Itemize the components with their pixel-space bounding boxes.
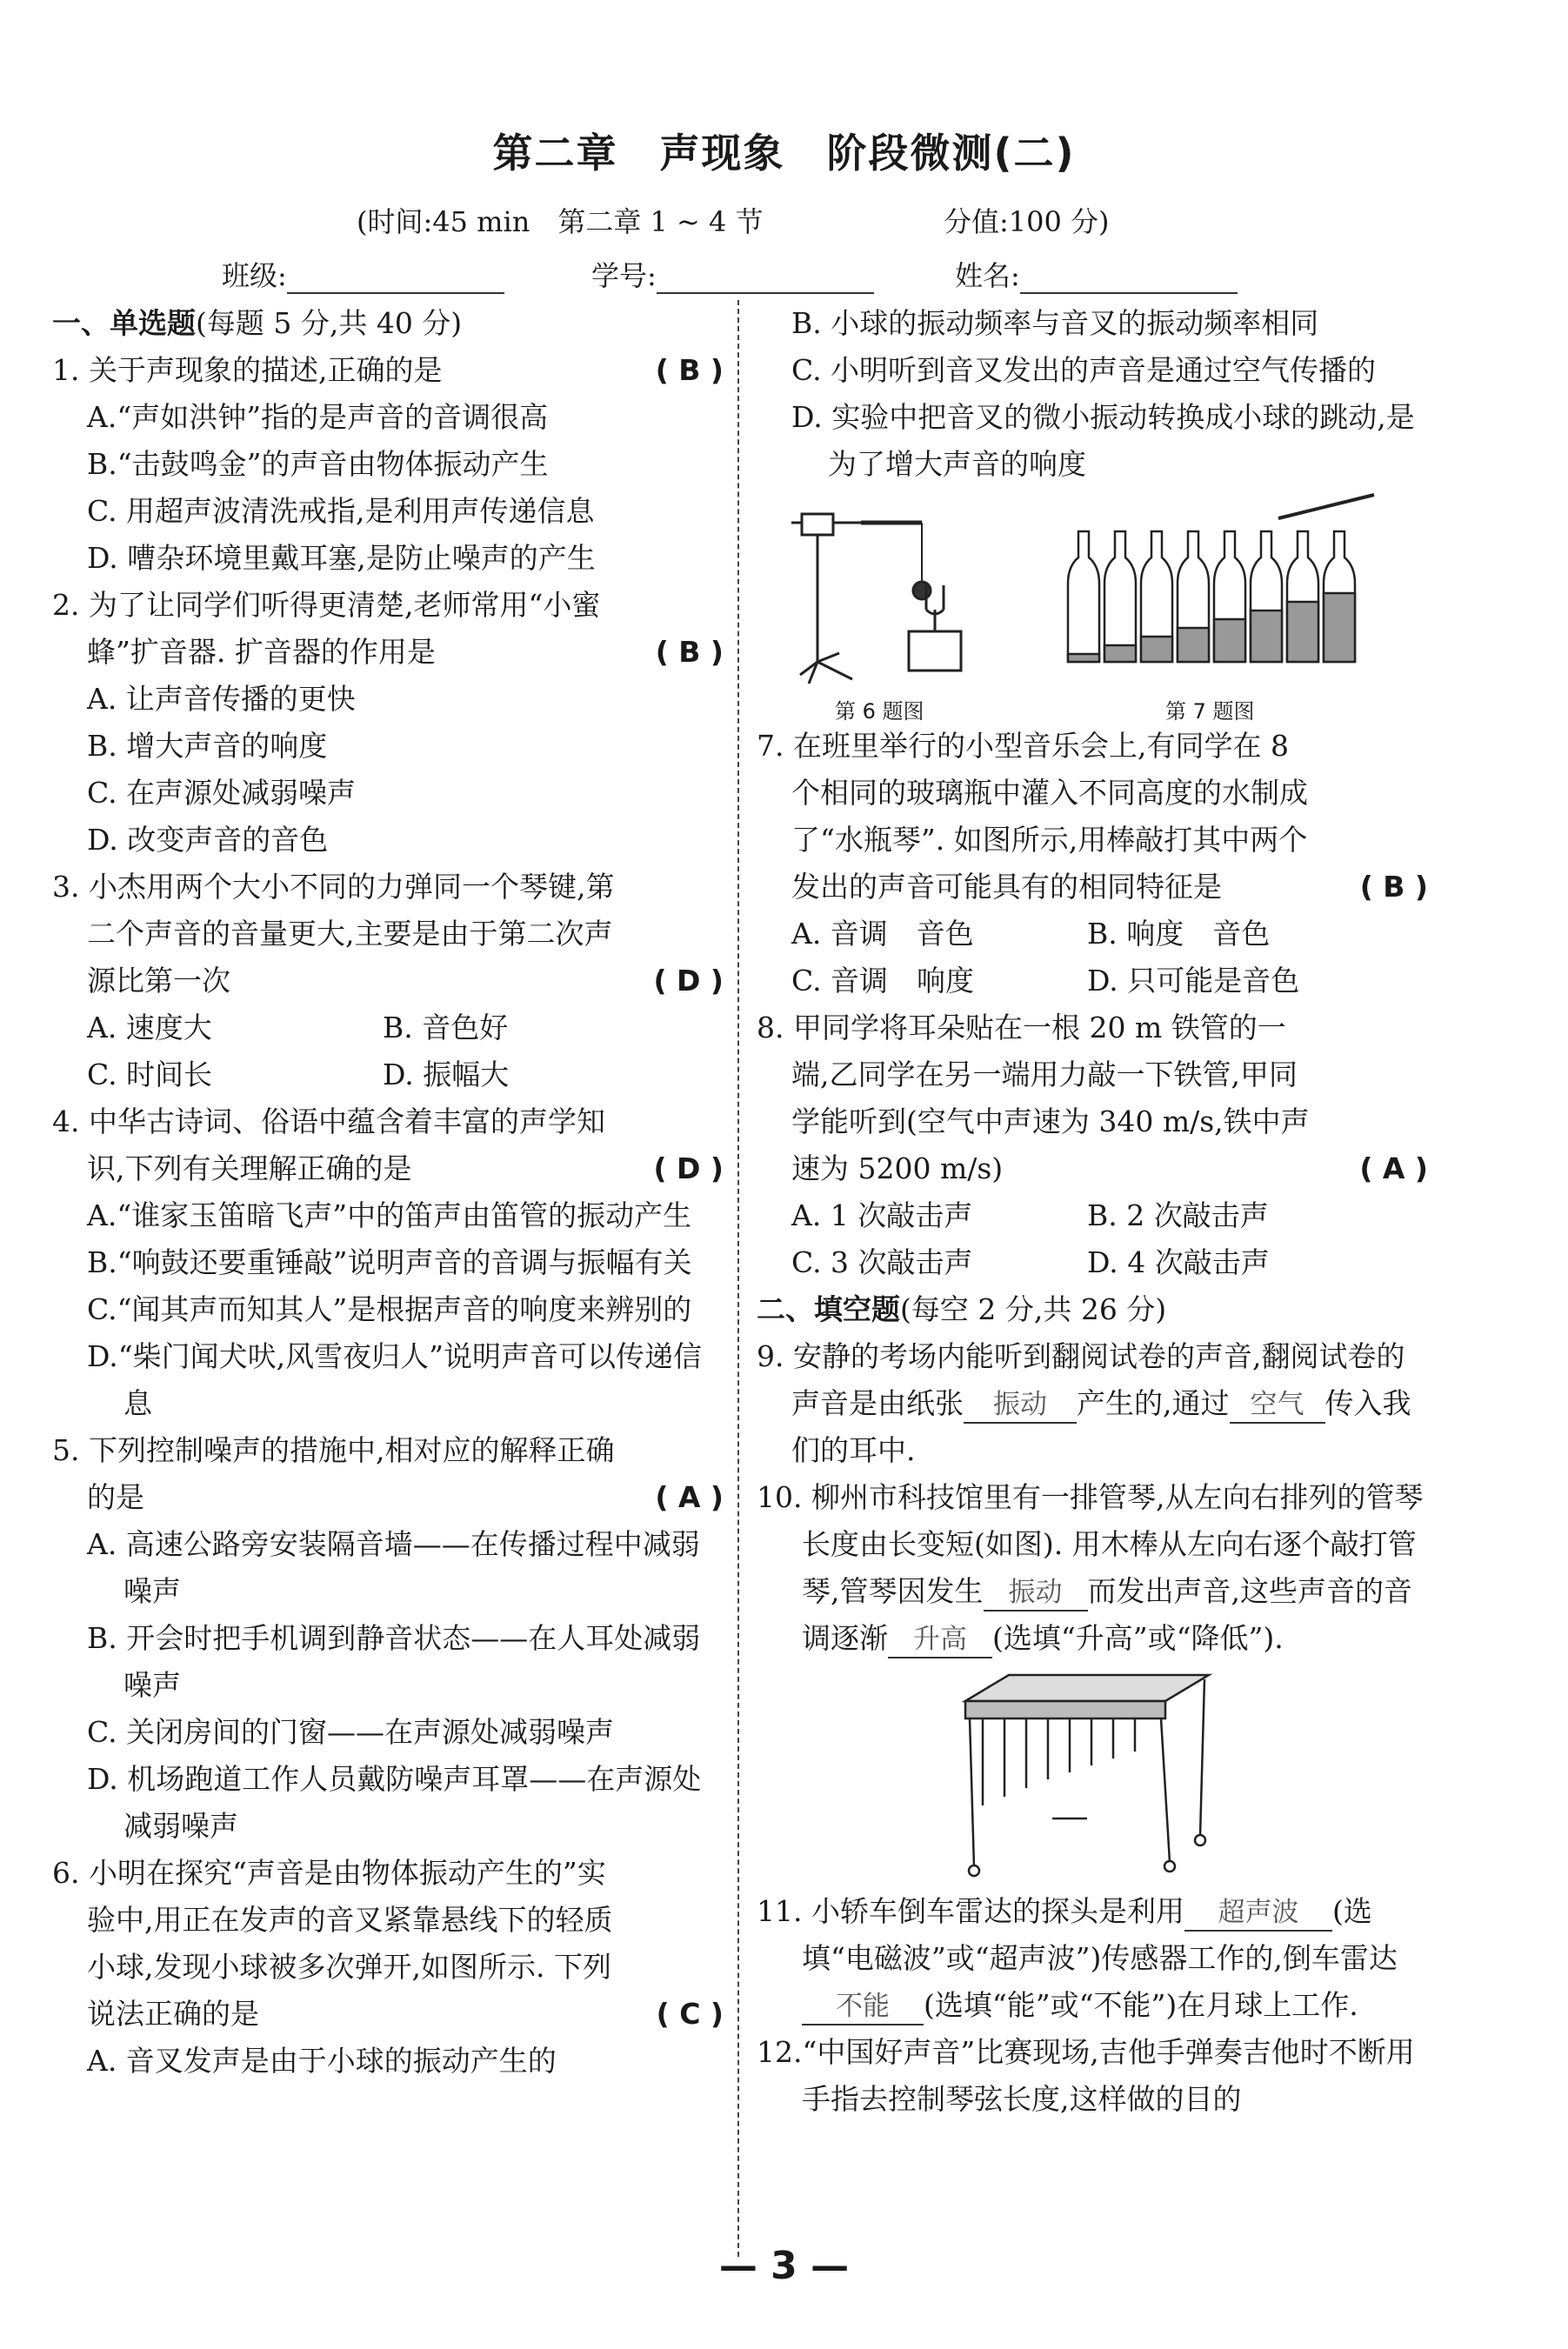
option: C. 3 次敲击声 bbox=[791, 1245, 973, 1279]
answer-blank[interactable]: 振动 bbox=[964, 1387, 1077, 1424]
student-id-field[interactable]: 学号: bbox=[591, 254, 874, 294]
question-6 bbox=[52, 1850, 724, 2038]
question-stem: 6. 小明在探究“声音是由物体振动产生的”实验中,用正在发声的音叉紧靠悬线下的轻质小球,发现小球被多次弹开,如图所示. 下列说法正确的是 bbox=[52, 1856, 613, 2031]
option: C. 小明听到音叉发出的声音是通过空气传播的 bbox=[791, 353, 1377, 387]
figure-10 bbox=[757, 1662, 1428, 1888]
answer-blank[interactable]: 超声波 bbox=[1184, 1895, 1332, 1932]
name-blank[interactable] bbox=[1020, 266, 1238, 294]
option: B. 小球的振动频率与音叉的振动频率相同 bbox=[791, 306, 1319, 340]
figure-row-illustration bbox=[757, 488, 1418, 688]
option: B.“响鼓还要重锤敲”说明声音的音调与振幅有关 bbox=[87, 1245, 692, 1279]
left-column bbox=[52, 300, 724, 2085]
option: A. 让声音传播的更快 bbox=[87, 682, 356, 716]
column-divider bbox=[737, 300, 739, 2257]
option: D. 只可能是音色 bbox=[1087, 964, 1300, 998]
option: C. 音调 响度 bbox=[791, 964, 975, 998]
option: D. 机场跑道工作人员戴防噪声耳罩——在声源处减弱噪声 bbox=[87, 1762, 702, 1843]
section-heading-fill: 二、填空题(每空 2 分,共 26 分) bbox=[757, 1292, 1167, 1326]
class-field[interactable]: 班级: bbox=[222, 254, 504, 294]
page-number: — 3 — bbox=[718, 2244, 850, 2288]
option: A. 音调 音色 bbox=[791, 917, 974, 951]
answer-mark: ( D ) bbox=[653, 1151, 724, 1185]
exam-time: (时间:45 min 第二章 1 ~ 4 节 bbox=[357, 205, 764, 238]
option-row bbox=[52, 1051, 724, 1098]
question-12: 12.“中国好声音”比赛现场,吉他手弹奏吉他时不断用手指去控制琴弦长度,这样做的目的 bbox=[757, 2035, 1415, 2116]
option-row bbox=[757, 1239, 1428, 1286]
answer-blank[interactable]: 升高 bbox=[888, 1622, 992, 1658]
question-stem: 1. 关于声现象的描述,正确的是 bbox=[52, 353, 443, 387]
answer-blank[interactable]: 空气 bbox=[1230, 1387, 1325, 1424]
option: C.“闻其声而知其人”是根据声音的响度来辨别的 bbox=[87, 1292, 692, 1326]
option: C. 关闭房间的门窗——在声源处减弱噪声 bbox=[87, 1715, 615, 1749]
answer-blank[interactable]: 不能 bbox=[802, 1989, 924, 2025]
question-stem: 3. 小杰用两个大小不同的力弹同一个琴键,第二个声音的音量更大,主要是由于第二次声源比第一次 bbox=[52, 870, 615, 998]
pipe-xylophone-icon bbox=[957, 1666, 1218, 1884]
option: A. 高速公路旁安装隔音墙——在传播过程中减弱噪声 bbox=[87, 1527, 700, 1608]
option-row bbox=[52, 1004, 724, 1051]
figures-6-7 bbox=[757, 488, 1428, 723]
answer-mark: ( D ) bbox=[653, 964, 724, 998]
question-8 bbox=[757, 1004, 1428, 1192]
answer-mark: ( A ) bbox=[1359, 1151, 1428, 1185]
question-5 bbox=[52, 1427, 724, 1521]
question-stem: 5. 下列控制噪声的措施中,相对应的解释正确的是 bbox=[52, 1433, 615, 1514]
option: A. 1 次敲击声 bbox=[791, 1198, 973, 1232]
name-field[interactable]: 姓名: bbox=[955, 254, 1238, 294]
option: B.“击鼓鸣金”的声音由物体振动产生 bbox=[87, 447, 549, 481]
question-2 bbox=[52, 582, 724, 676]
option: B. 开会时把手机调到静音状态——在人耳处减弱噪声 bbox=[87, 1621, 701, 1702]
option: A.“谁家玉笛暗飞声”中的笛声由笛管的振动产生 bbox=[87, 1198, 692, 1232]
question-9: 9. 安静的考场内能听到翻阅试卷的声音,翻阅试卷的声音是由纸张 振动 产生的,通过 空气 传入我们的耳中. bbox=[757, 1339, 1411, 1467]
question-stem: 4. 中华古诗词、俗语中蕴含着丰富的声学知识,下列有关理解正确的是 bbox=[52, 1104, 605, 1185]
option-row bbox=[757, 911, 1428, 958]
answer-mark: ( B ) bbox=[655, 353, 724, 387]
answer-blank[interactable]: 振动 bbox=[984, 1575, 1088, 1612]
page-title: 第二章 声现象 阶段微测(二) bbox=[492, 130, 1076, 177]
option: B. 增大声音的响度 bbox=[87, 729, 328, 763]
option: B. 响度 音色 bbox=[1087, 917, 1271, 951]
option: C. 时间长 bbox=[87, 1058, 213, 1091]
option: D. 嘈杂环境里戴耳塞,是防止噪声的产生 bbox=[87, 541, 596, 575]
right-column bbox=[757, 300, 1428, 2123]
option: C. 用超声波清洗戒指,是利用声传递信息 bbox=[87, 494, 595, 528]
option: D. 实验中把音叉的微小振动转换成小球的跳动,是为了增大声音的响度 bbox=[791, 400, 1415, 481]
question-7 bbox=[757, 723, 1428, 911]
water-bottles-icon bbox=[1068, 495, 1374, 662]
figure-7-caption: 第 7 题图 bbox=[1165, 699, 1255, 724]
exam-score: 分值:100 分) bbox=[944, 205, 1110, 238]
answer-mark: ( B ) bbox=[1359, 870, 1428, 904]
option: D.“柴门闻犬吠,风雪夜归人”说明声音可以传递信息 bbox=[87, 1339, 703, 1420]
option: D. 改变声音的音色 bbox=[87, 823, 329, 857]
question-10: 10. 柳州市科技馆里有一排管琴,从左向右排列的管琴长度由长变短(如图). 用木棒从左向右逐个敲打管琴,管琴因发生 振动 而发出声音,这些声音的音调逐渐 升高 (选填“升高”或“降低”). bbox=[757, 1474, 1428, 1662]
section-heading-choice: 一、单选题(每题 5 分,共 40 分) bbox=[52, 306, 463, 340]
question-11: 11. 小轿车倒车雷达的探头是利用 超声波 (选填“电磁波”或“超声波”)传感器工作的,倒车雷达不能 (选填“能”或“不能”)在月球上工作. bbox=[757, 1888, 1428, 2029]
figure-6-caption: 第 6 题图 bbox=[835, 699, 924, 724]
answer-mark: ( B ) bbox=[655, 635, 724, 669]
question-stem: 8. 甲同学将耳朵贴在一根 20 m 铁管的一端,乙同学在另一端用力敲一下铁管,甲同学能听到(空气中声速为 340 m/s,铁中声速为 5200 m/s) bbox=[757, 1011, 1310, 1185]
option: D. 振幅大 bbox=[383, 1058, 510, 1091]
option: B. 2 次敲击声 bbox=[1087, 1198, 1269, 1232]
option: B. 音色好 bbox=[383, 1011, 509, 1044]
student-id-blank[interactable] bbox=[657, 266, 874, 294]
answer-mark: ( A ) bbox=[655, 1480, 724, 1514]
option: A.“声如洪钟”指的是声音的音调很高 bbox=[87, 400, 549, 434]
question-stem: 2. 为了让同学们听得更清楚,老师常用“小蜜蜂”扩音器. 扩音器的作用是 bbox=[52, 588, 601, 669]
question-1 bbox=[52, 347, 724, 394]
option: C. 在声源处减弱噪声 bbox=[87, 776, 357, 810]
question-4 bbox=[52, 1098, 724, 1192]
answer-mark: ( C ) bbox=[656, 1997, 724, 2031]
option-row bbox=[757, 958, 1428, 1004]
option: A. 音叉发声是由于小球的振动产生的 bbox=[87, 2044, 557, 2078]
option: D. 4 次敲击声 bbox=[1087, 1245, 1270, 1279]
tuning-fork-apparatus-icon bbox=[791, 514, 961, 684]
option-row bbox=[757, 1192, 1428, 1239]
option: A. 速度大 bbox=[87, 1011, 212, 1044]
class-blank[interactable] bbox=[287, 266, 504, 294]
question-3 bbox=[52, 864, 724, 1004]
question-stem: 7. 在班里举行的小型音乐会上,有同学在 8 个相同的玻璃瓶中灌入不同高度的水制成了“水瓶琴”. 如图所示,用棒敲打其中两个发出的声音可能具有的相同特征是 bbox=[757, 729, 1308, 904]
